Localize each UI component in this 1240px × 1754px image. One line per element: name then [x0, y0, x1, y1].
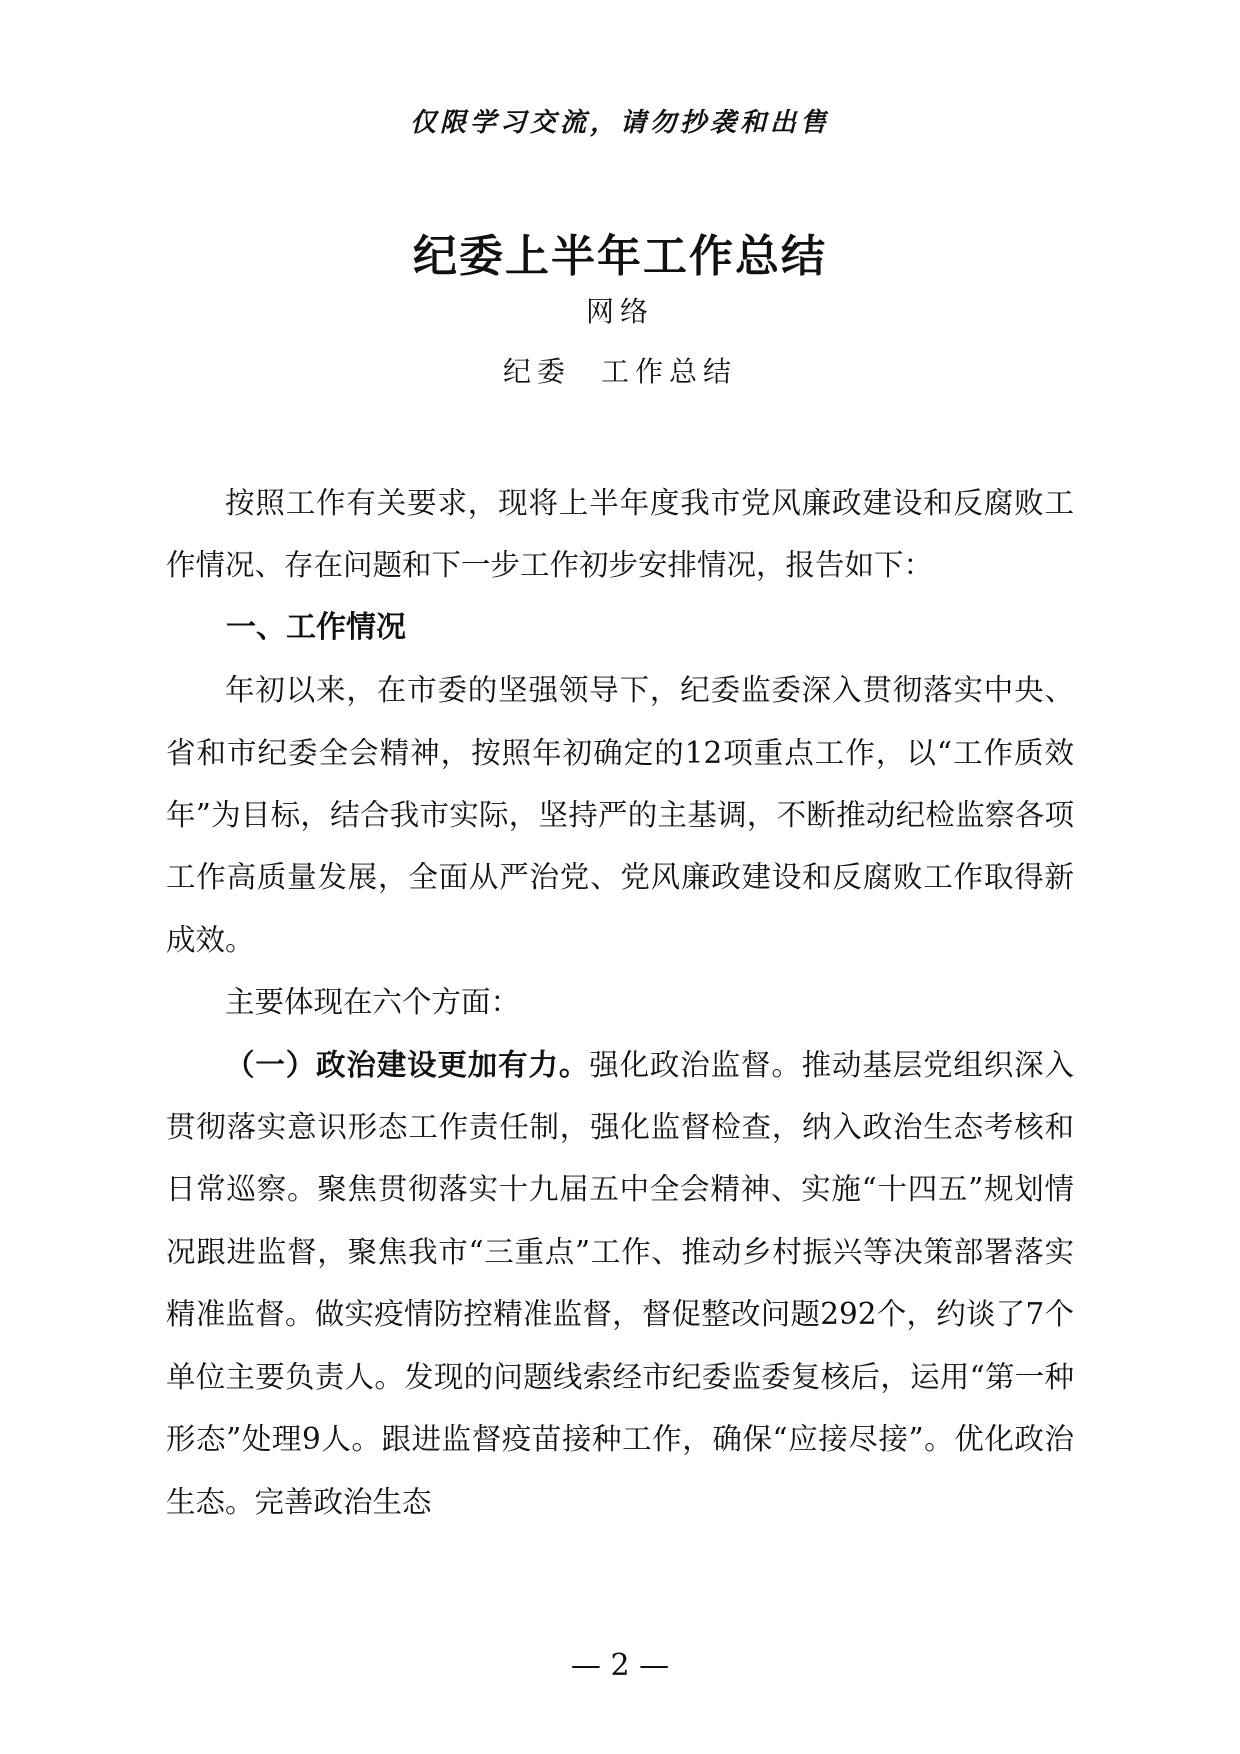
- keyword-1: 纪委: [502, 355, 571, 388]
- document-title: 纪委上半年工作总结: [413, 231, 827, 282]
- intro-paragraph: 按照工作有关要求，现将上半年度我市党风廉政建设和反腐败工作情况、存在问题和下一步工作初步安排情况，报告如下：: [166, 486, 1074, 583]
- subsection-lead: （一）政治建设更加有力。: [225, 1046, 590, 1082]
- document-keywords: [0, 350, 1240, 390]
- political-building-paragraph: [166, 1034, 1074, 1533]
- subsection-body: 强化政治监督。推动基层党组织深入贯彻落实意识形态工作责任制，强化监督检查，纳入政治生态考核和日常巡察。聚焦贯彻落实十九届五中全会精神、实施“十四五”规划情况跟进监督，聚焦我市“三重点”工作、推动乡村振兴等决策部署落实精准监督。做实疫情防控精准监督，督促整改问题292个，约谈了7个单位主要负责人。发现的问题线索经市纪委监委复核后，运用“第一种形态”处理9人。跟进监督疫苗接种工作，确保“应接尽接”。优化政治生态。完善政治生态: [166, 1047, 1074, 1519]
- six-aspects-paragraph: 主要体现在六个方面：: [225, 985, 521, 1020]
- page-number: — 2 —: [570, 1648, 670, 1683]
- section-heading: 一、工作情况: [226, 609, 406, 645]
- keyword-2: 工作总结: [601, 355, 738, 388]
- work-overview-paragraph: 年初以来，在市委的坚强领导下，纪委监委深入贯彻落实中央、省和市纪委全会精神，按照年初确定的12项重点工作，以“工作质效年”为目标，结合我市实际，坚持严的主基调，不断推动纪检监察各项工作高质量发展，全面从严治党、党风廉政建设和反腐败工作取得新成效。: [166, 673, 1074, 957]
- document-author: 网络: [585, 295, 654, 328]
- header-note: 仅限学习交流，请勿抄袭和出售: [409, 108, 830, 138]
- document-body: [166, 472, 1074, 1533]
